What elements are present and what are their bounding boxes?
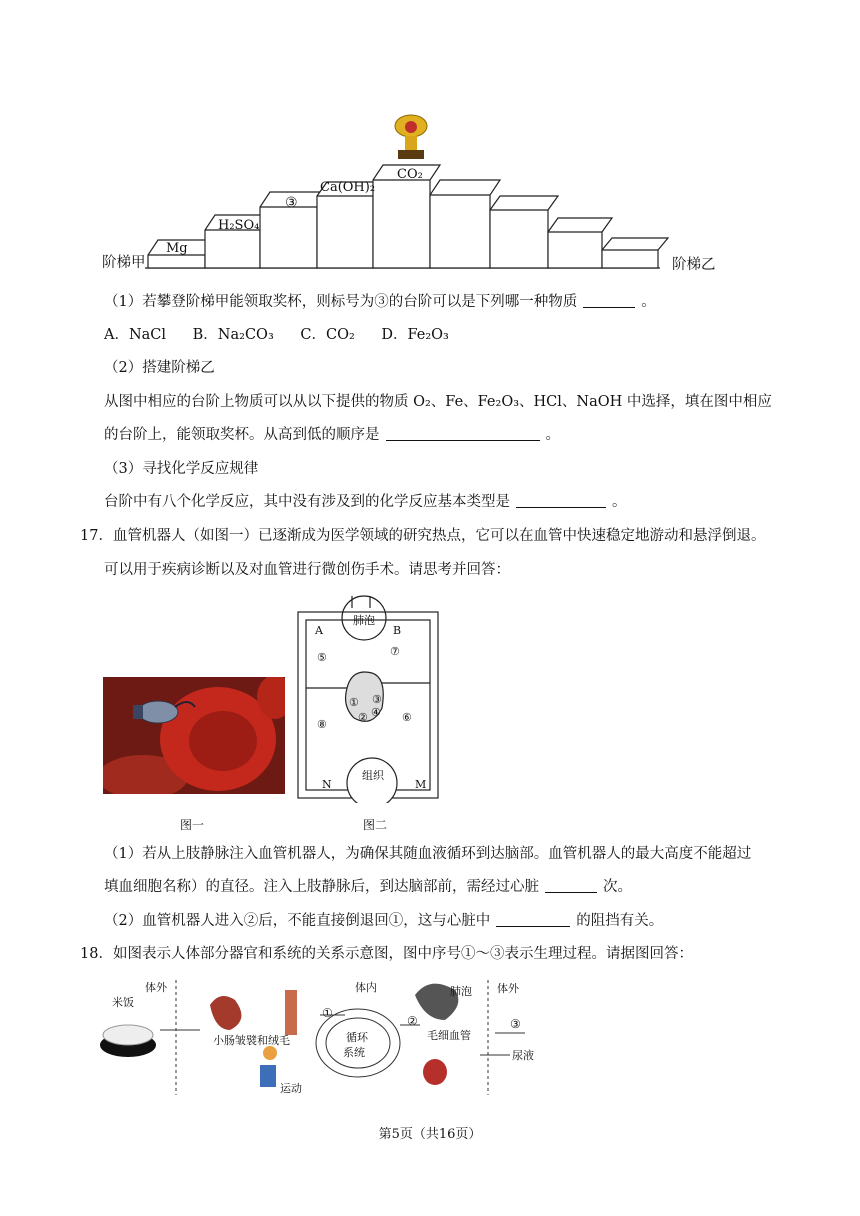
q18-urine: 尿液 [512,1049,534,1062]
fig2-label-1: ① [349,696,359,709]
q18-circulation-1: 循环 [346,1031,368,1044]
q18-intestine: 小肠皱襞和绒毛 [213,1034,290,1047]
fig2-label-a: A [315,624,323,637]
fig2-label-n: N [322,778,332,791]
answer-blank[interactable] [516,493,606,508]
q17-line2: 可以用于疾病诊断以及对血管进行微创伤手术。请思考并回答： [104,562,510,578]
q18-circulation-2: 系统 [343,1046,365,1059]
fig2-label-2: ② [358,711,368,724]
q18-organ-system-diagram [100,975,560,1100]
q18-rice: 米饭 [112,996,134,1009]
fig2-label-m: M [415,778,427,791]
figure1-robot-image [103,677,285,794]
q16-options [104,325,449,345]
q18-outside-right: 体外 [497,982,519,995]
q17-sub1-line1: （1）若从上肢静脉注入血管机器人，为确保其随血液循环到达脑部。血管机器人的最大高度不能超过 [104,846,752,862]
q16-part2-line2: 的台阶上，能领取奖杯。从高到低的顺序是 。 [104,427,560,443]
figure2-caption: 图二 [363,818,388,832]
q17-sub2: （2）血管机器人进入②后，不能直接倒退回①，这与心脏中 的阻挡有关。 [104,913,664,929]
answer-blank[interactable] [583,293,635,308]
option-c: C．CO₂ [300,327,355,343]
q18-outside-left: 体外 [145,981,167,994]
fig2-label-5: ⑤ [317,651,327,664]
trophy-icon [395,115,427,159]
option-a: A．NaCl [104,327,167,343]
fig2-tissue-label: 组织 [362,769,384,782]
q16-part2-title: （2）搭建阶梯乙 [104,360,215,376]
q18-process-1: ① [322,1006,333,1020]
q18-alveoli: 肺泡 [450,985,472,998]
figure1-caption: 图一 [180,818,205,832]
page-footer: 第5页（共16页） [378,1127,482,1142]
q18-capillary: 毛细血管 [427,1029,471,1042]
q18-line1: 18．如图表示人体部分器官和系统的关系示意图，图中序号①～③表示生理过程。请据图回答： [80,946,693,962]
q16-part2-line1: 从图中相应的台阶上物质可以从以下提供的物质 O₂、Fe、Fe₂O₃、HCl、NaOH 中选择，填在图中相应 [104,394,772,410]
q17-sub1-line2: 填血细胞名称）的直径。注入上肢静脉后，到达脑部前，需经过心脏 次。 [104,879,632,895]
fig2-label-3: ③ [372,693,382,706]
step-label-caoh2: Ca(OH)₂ [320,180,376,195]
fig2-label-6: ⑥ [402,711,412,724]
option-d: D．Fe₂O₃ [381,327,449,343]
stairs-left-label: 阶梯甲 [102,255,146,271]
q18-process-2: ② [407,1014,418,1028]
stair-diagram [100,110,730,280]
fig2-label-8: ⑧ [317,718,327,731]
fig2-label-7: ⑦ [390,645,400,658]
q16-part3-title: （3）寻找化学反应规律 [104,461,259,477]
q18-exercise: 运动 [280,1082,302,1095]
fig2-label-4: ④ [371,706,381,719]
answer-blank[interactable] [496,912,570,927]
fig2-label-b: B [393,624,402,637]
q16-part1: （1）若攀登阶梯甲能领取奖杯，则标号为③的台阶可以是下列哪一种物质 。 [104,294,656,310]
step-label-mg: Mg [166,241,188,256]
q16-part3-line1: 台阶中有八个化学反应，其中没有涉及到的化学反应基本类型是 。 [104,494,627,510]
answer-blank[interactable] [545,878,597,893]
fig2-alveoli-label: 肺泡 [353,614,375,627]
step-label-3: ③ [285,195,298,211]
q17-line1: 17．血管机器人（如图一）已逐渐成为医学领域的研究热点，它可以在血管中快速稳定地游动和悬浮倒退。 [80,528,766,544]
option-b: B．Na₂CO₃ [192,327,274,343]
answer-blank[interactable] [386,426,540,441]
step-label-co2: CO₂ [397,167,423,182]
stairs-right-label: 阶梯乙 [672,257,716,273]
step-label-h2so4: H₂SO₄ [218,218,260,233]
q18-process-3: ③ [510,1017,521,1031]
q18-inside: 体内 [355,981,377,994]
